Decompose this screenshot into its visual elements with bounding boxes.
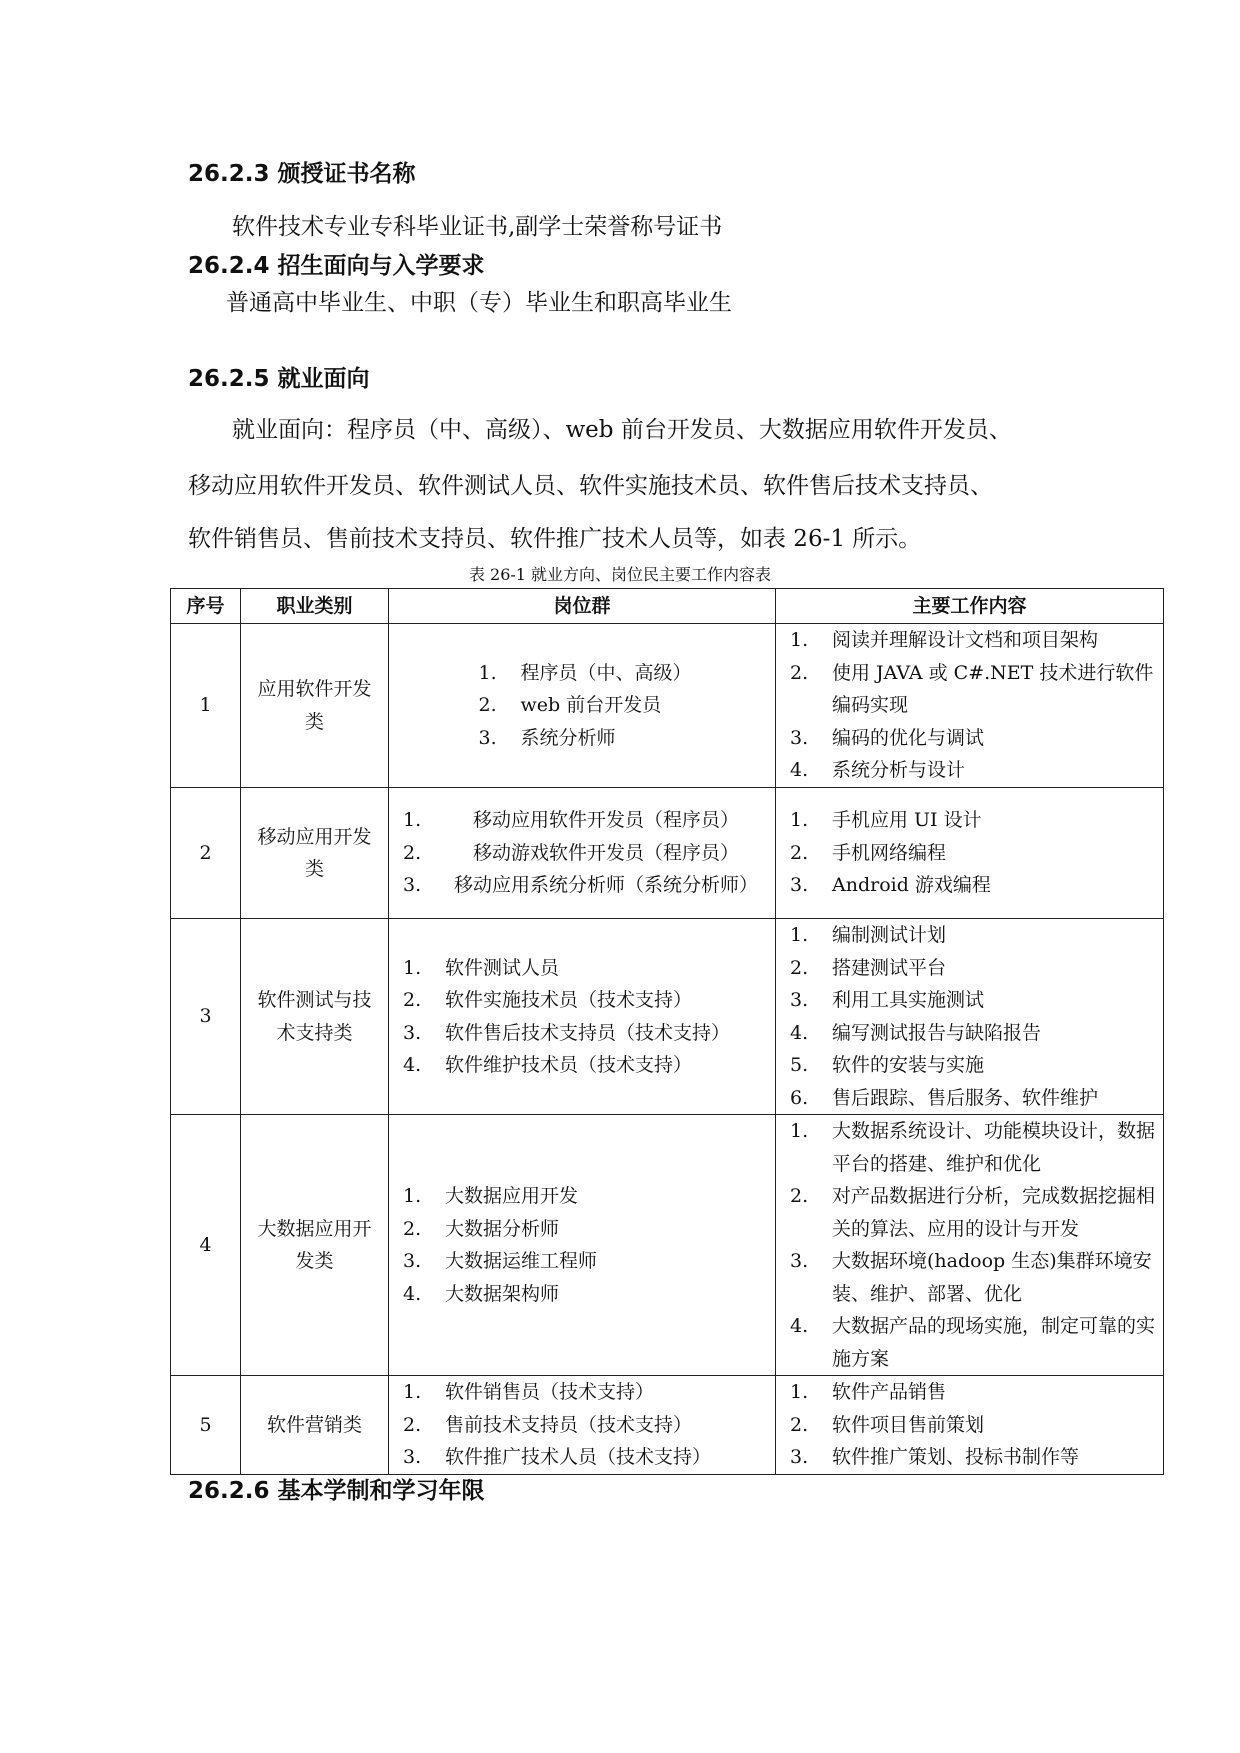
list-item: 2. 大数据分析师	[403, 1217, 560, 1240]
list-item: 3. 利用工具实施测试	[790, 989, 985, 1011]
table-caption: 表 26-1 就业方向、岗位民主要工作内容表	[468, 565, 772, 584]
certificate-text: 软件技术专业专科毕业证书,副学士荣誉称号证书	[232, 214, 723, 240]
list-item: 2. 对产品数据进行分析，完成数据挖掘相关的算法、应用的设计与开发	[790, 1185, 1156, 1240]
row-duties	[776, 919, 1164, 1115]
row-no: 4	[171, 1115, 241, 1376]
table-row	[171, 919, 1164, 1115]
list-item: 3. 软件售后技术支持员（技术支持）	[403, 1021, 731, 1044]
row-duties	[776, 1115, 1164, 1376]
row-positions	[389, 788, 776, 919]
table-row	[171, 788, 1164, 919]
row-positions	[389, 919, 776, 1115]
header-positions: 岗位群	[389, 589, 776, 624]
admission-text: 普通高中毕业生、中职（专）毕业生和职高毕业生	[226, 290, 732, 316]
row-category: 大数据应用开发类	[241, 1115, 389, 1376]
list-item: 1. 程序员（中、高级）	[478, 661, 692, 684]
list-item: 3. 编码的优化与调试	[790, 726, 985, 749]
table-row	[171, 1115, 1164, 1376]
heading-26-2-5: 26.2.5 就业面向	[188, 366, 370, 392]
header-no: 序号	[171, 589, 241, 624]
list-item: 2. 移动游戏软件开发员（程序员）	[403, 841, 739, 864]
list-item: 1. 阅读并理解设计文档和项目架构	[790, 629, 1099, 652]
row-category: 应用软件开发类	[241, 624, 389, 788]
header-duties: 主要工作内容	[776, 589, 1164, 624]
row-no: 5	[171, 1376, 241, 1475]
table-row	[171, 624, 1164, 788]
header-category: 职业类别	[241, 589, 389, 624]
list-item: 1. 大数据应用开发	[403, 1185, 579, 1207]
list-item: 3. 大数据运维工程师	[403, 1250, 598, 1272]
list-item: 4. 大数据产品的现场实施，制定可靠的实施方案	[790, 1315, 1156, 1370]
list-item: 2. 售前技术支持员（技术支持）	[403, 1413, 693, 1436]
list-item: 3. 软件推广技术人员（技术支持）	[403, 1446, 712, 1468]
row-positions	[389, 624, 776, 788]
list-item: 2. 软件项目售前策划	[790, 1413, 985, 1436]
list-item: 1. 软件测试人员	[403, 956, 560, 979]
row-category: 移动应用开发类	[241, 788, 389, 919]
employment-table	[170, 588, 1164, 1475]
list-item: 3. 软件推广策划、投标书制作等	[790, 1446, 1080, 1468]
employment-line-2: 移动应用软件开发员、软件测试人员、软件实施技术员、软件售后技术支持员、	[188, 473, 993, 499]
employment-line-3: 软件销售员、售前技术支持员、软件推广技术人员等，如表 26-1 所示。	[188, 526, 922, 552]
row-duties	[776, 624, 1164, 788]
list-item: 1. 软件产品销售	[790, 1381, 947, 1403]
row-duties	[776, 1376, 1164, 1475]
list-item: 3. Android 游戏编程	[790, 874, 991, 897]
list-item: 2. 手机网络编程	[790, 841, 947, 864]
list-item: 3. 移动应用系统分析师（系统分析师）	[403, 874, 758, 897]
list-item: 1. 移动应用软件开发员（程序员）	[403, 809, 739, 832]
row-category: 软件营销类	[241, 1376, 389, 1475]
list-item: 2. 使用 JAVA 或 C#.NET 技术进行软件编码实现	[790, 661, 1154, 717]
list-item: 2. 软件实施技术员（技术支持）	[403, 989, 693, 1011]
row-positions	[389, 1376, 776, 1475]
heading-26-2-3: 26.2.3 颁授证书名称	[188, 161, 416, 187]
list-item: 2. web 前台开发员	[478, 694, 662, 717]
row-no: 2	[171, 788, 241, 919]
list-item: 5. 软件的安装与实施	[790, 1054, 985, 1076]
table-header-row	[171, 589, 1164, 624]
list-item: 3. 大数据环境(hadoop 生态)集群环境安装、维护、部署、优化	[790, 1250, 1152, 1305]
heading-26-2-6: 26.2.6 基本学制和学习年限	[188, 1478, 485, 1504]
table-row	[171, 1376, 1164, 1475]
row-no: 3	[171, 919, 241, 1115]
list-item: 1. 大数据系统设计、功能模块设计，数据平台的搭建、维护和优化	[790, 1120, 1156, 1175]
list-item: 4. 软件维护技术员（技术支持）	[403, 1054, 693, 1076]
list-item: 2. 搭建测试平台	[790, 956, 947, 979]
list-item: 1. 软件销售员（技术支持）	[403, 1381, 655, 1403]
list-item: 3. 系统分析师	[478, 726, 616, 749]
list-item: 4. 大数据架构师	[403, 1282, 560, 1305]
list-item: 4. 系统分析与设计	[790, 759, 966, 782]
row-duties	[776, 788, 1164, 919]
list-item: 1. 手机应用 UI 设计	[790, 809, 982, 832]
list-item: 6. 售后跟踪、售后服务、软件维护	[790, 1086, 1099, 1109]
list-item: 4. 编写测试报告与缺陷报告	[790, 1021, 1042, 1044]
row-category: 软件测试与技术支持类	[241, 919, 389, 1115]
employment-line-1: 就业面向：程序员（中、高级）、web 前台开发员、大数据应用软件开发员、	[232, 417, 1012, 443]
list-item: 1. 编制测试计划	[790, 924, 947, 946]
row-no: 1	[171, 624, 241, 788]
row-positions	[389, 1115, 776, 1376]
heading-26-2-4: 26.2.4 招生面向与入学要求	[188, 253, 485, 279]
